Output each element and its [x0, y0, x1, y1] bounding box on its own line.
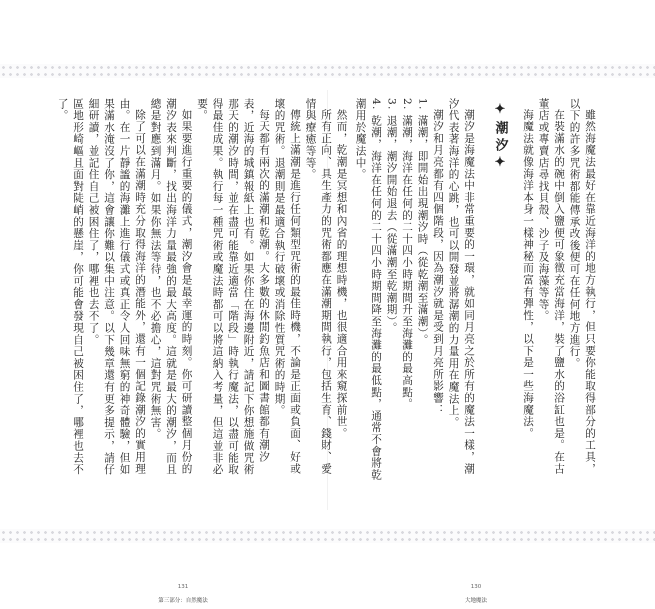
list-item-3: 3. 退潮，潮汐開始退去（從滿潮至乾潮期）。: [385, 98, 398, 334]
paragraph-2: 所有正向、具生產力的咒術都應在滿潮期間執行，包括生育、錢財、愛情與療癒等等。: [304, 98, 332, 475]
paragraph-6: 除了可以在滿潮時充分取得海洋的潛能外，還有一個記錄潮汐的實用理由。在一片靜謐的海灘上進行儀式或真正令人回味無窮的神奇體驗，但如果滿水淹沒了你，這會讓你難以集中注意。以下幾章還有更多提示，請仔細研讀，並記住自己被困住了，哪裡也去不了。: [87, 98, 146, 476]
paragraph-7: 區地形崎嶇且面對陡峭的懸崖，你可能會發現自己被困住了，哪裡也去不了。: [56, 98, 84, 476]
section-heading-text: 潮汐: [492, 121, 508, 155]
running-title: 第三部分：自然魔法: [158, 598, 208, 604]
right-page-footer: [352, 584, 600, 604]
list-item-2: 2. 滿潮，海洋在任何的二十四小時期間升至海灘的最高點。: [401, 98, 413, 411]
left-page-text: [54, 98, 349, 483]
intro-paragraph-3: 海魔法就像海洋本身一樣神秘而富有彈性，以下是一些海魔法。: [522, 108, 534, 439]
left-page: [54, 98, 348, 604]
right-page-text: [352, 98, 597, 483]
running-title: 大地魔法: [464, 598, 487, 604]
list-item-1: 1. 滿潮，即開始出現潮汐時（從乾潮至滿潮）。: [416, 98, 429, 346]
decorative-footer-band: [0, 529, 655, 543]
body-paragraph-2: 潮汐和月亮都有四個階段，因為潮汐就是受到月亮所影響：: [432, 108, 444, 416]
page-number: 131: [177, 584, 189, 590]
intro-paragraph-1: 雖然海魔法最好在靠近海洋的地方執行，但只要你能取得部分的工具，以下的許多咒術都能傳承改後便可在任何地方進行。: [568, 98, 596, 475]
page-number: 130: [470, 584, 482, 590]
right-page: [352, 98, 600, 604]
paragraph-3: 傳統上滿潮是進行任何類型咒術的最佳時機，不論是正面或負面、好或壞的咒術。退潮則是最適合執行破壞或消除性質咒術的時期。: [273, 98, 301, 475]
left-page-footer: [54, 584, 312, 604]
paragraph-spacer: [476, 98, 486, 483]
body-paragraph-1: 潮汐是海魔法中非常重要的一環，就如同月亮之於所有的魔法一樣，潮汐代表著海洋的心跳，也可以開發並將潺潮的力量用在魔法上。: [447, 98, 475, 475]
star-ornament-icon: ✦: [492, 102, 508, 121]
paragraph-spacer: [510, 98, 520, 483]
star-ornament-icon: ✦: [492, 155, 508, 174]
paragraph-4: 每天都有兩次的滿潮和乾潮。大多數的休閒釣魚店和圖書館都有潮汐表，近海的城鎮報紙上也有。如果你住在海邊附近，請記下你想施做咒術那天的潮汐時間，並在盡可能靠近適當「階段」時執行魔法，以盡可能取得最佳成果。執行每一種咒術或魔法時都可以將這納入考量，但這並非必要。: [196, 98, 270, 476]
list-item-4: 4. 乾潮，海洋在任何的二十四小時期間降至海灘的最低點，通常不會將乾潮用於魔法中。: [354, 98, 382, 481]
intro-paragraph-2: 在裝滿水的碗中倒入鹽便可象徵充當海洋，裝了鹽水的浴缸也是。在古董店或專賣店尋找貝殼、沙子及海藻等等。: [537, 98, 565, 475]
section-heading: [492, 98, 508, 483]
paragraph-5: 如果要進行重要的儀式，潮汐會是最幸運的時刻。你可研讀整個月份的潮汐表來判斷，找出海洋力量最強的最大高度。這就是最大的潮汐，而且總是對應到滿月。如果你無法等待，也不必擔心，這對咒術無害。: [149, 98, 193, 476]
paragraph-1: 然而，乾潮是冥想和內省的理想時機，也很適合用來窺探前世。: [335, 108, 348, 439]
decorative-header-band: [0, 64, 655, 78]
